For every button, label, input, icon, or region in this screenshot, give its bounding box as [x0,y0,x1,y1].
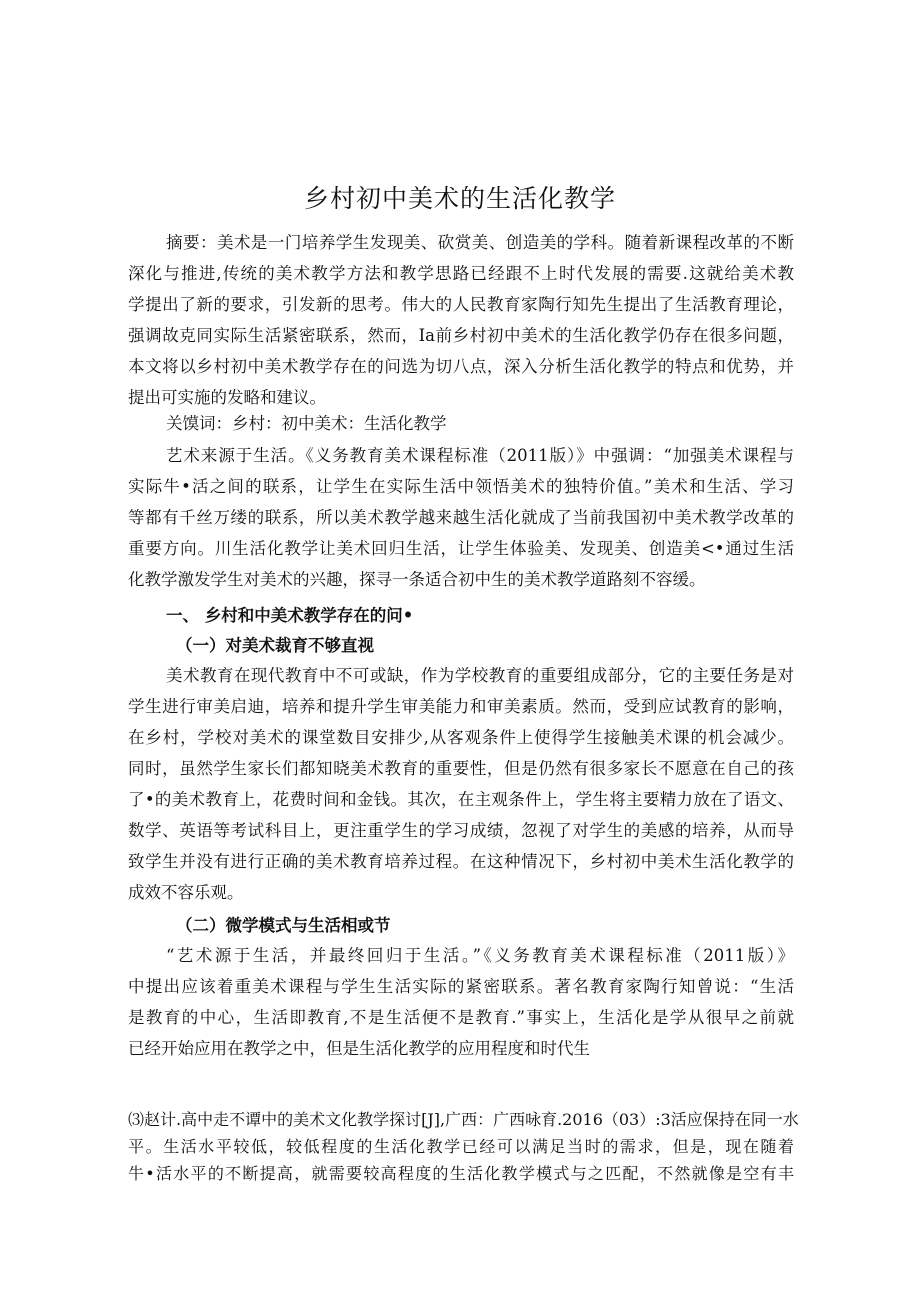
keywords-paragraph [128,408,794,439]
subsection-paragraph [128,940,794,1064]
body-line: 成效不容乐观。 [128,883,244,902]
section-heading: 一、 乡村和中美术教学存在的问• [166,606,414,625]
intro-line: 重要方向。川生活化教学让美术回归生活，让学生体验美、发现美、创造美<•通过生活 [128,539,794,558]
footnote-line: ⑶赵计.高中走不谭中的美术文化教学探讨[J],广西：广西咏育.2016（03）:3活应保持在同一水 [128,1110,799,1129]
body-line: 已经开始应用在教学之中，但是生活化教学的应用程度和时代生 [128,1039,590,1058]
abstract-line: 摘要：美术是一门培养学生发现美、砍赏美、创造美的学科。随着新课程改革的不断 [166,233,794,252]
intro-line: 化教学激发学生对美术的兴趣，探寻一条适合初中生的美术教学道路刻不容缓。 [128,570,706,589]
abstract-line: 强调故克同实际生活紧密联系，然而，Ia前乡村初中美术的生活化教学仍存在很多问题， [128,326,794,345]
body-line: 学生进行审美启迪，培养和提升学生审美能力和审美素质。然而，受到应试教育的影响， [128,697,794,716]
abstract-paragraph [128,227,794,413]
intro-line: 实际牛•活之间的联系，让学生在实际生活中领悟美术的独特价值。”美术和生活、学习 [128,477,794,496]
intro-line: 艺术来源于生活。《义务教育美术课程标准（2011版）》中强调：“加强美术课程与 [166,446,794,465]
body-line: 美术教育在现代教育中不可或缺，作为学校教育的重要组成部分，它的主要任务是对 [166,666,794,685]
body-line: 同时，虽然学生家长们都知晓美术教育的重要性，但是仍然有很多家长不愿意在自己的孩 [128,759,794,778]
footnote-block [128,1106,799,1187]
abstract-line: 提出可实施的发略和建议。 [128,388,326,407]
body-line: 在乡村，学校对美术的课堂数目安排少,从客观条件上使得学生接触美术课的机会减少。 [128,728,794,747]
body-line: 中提出应该着重美术课程与学生生活实际的紧密联系。著名教育家陶行知曾说：“生活 [128,977,794,996]
subsection-heading: （二）微学模式与生活相或节 [176,916,391,935]
intro-paragraph [128,440,794,595]
abstract-line: 学提出了新的要求，引发新的思考。伟大的人民教育家陶行知先生提出了生活教育理论， [128,295,794,314]
keywords-line: 关馍词：乡村：初中美术：生活化教学 [166,414,447,433]
body-line: 是教育的中心，生活即教育,不是生活便不是教育.”事实上，生活化是学从很早之前就 [128,1008,794,1027]
footnote-line: 牛•活水平的不断提高，就需要较高程度的生活化教学模式与之匹配，不然就像是空有丰 [128,1164,794,1183]
subsection-heading: （一）对美术裁育不够直视 [176,636,374,655]
document-title: 乡村初中美术的生活化教学 [303,184,616,213]
body-line: 了•的美术教育上，花费时间和金钱。其次，在主观条件上，学生将主要精力放在了语文、 [128,790,794,809]
intro-line: 等都有千丝万缕的联系，所以美术教学越来越生活化就成了当前我国初中美术教学改革的 [128,508,794,527]
body-line: 数学、英语等考试科目上，更注重学生的学习成绩，忽视了对学生的美感的培养，从而导 [128,821,794,840]
body-line: 致学生并没有进行正确的美术教育培养过程。在这种情况下，乡村初中美术生活化教学的 [128,852,794,871]
footnote-line: 平。生活水平较低，较低程度的生活化教学已经可以满足当时的需求，但是，现在随着 [128,1137,794,1156]
abstract-line: 深化与推进,传统的美术教学方法和教学思路已经跟不上时代发展的需要.这就给美术教 [128,264,794,283]
abstract-line: 本文将以乡村初中美术教学存在的问选为切八点，深入分析生活化教学的特点和优势，并 [128,357,794,376]
subsection-paragraph [128,660,794,908]
body-line: “艺术源于生活，并最终回归于生活。”《义务教育美术课程标准（2011版）》 [166,946,794,965]
